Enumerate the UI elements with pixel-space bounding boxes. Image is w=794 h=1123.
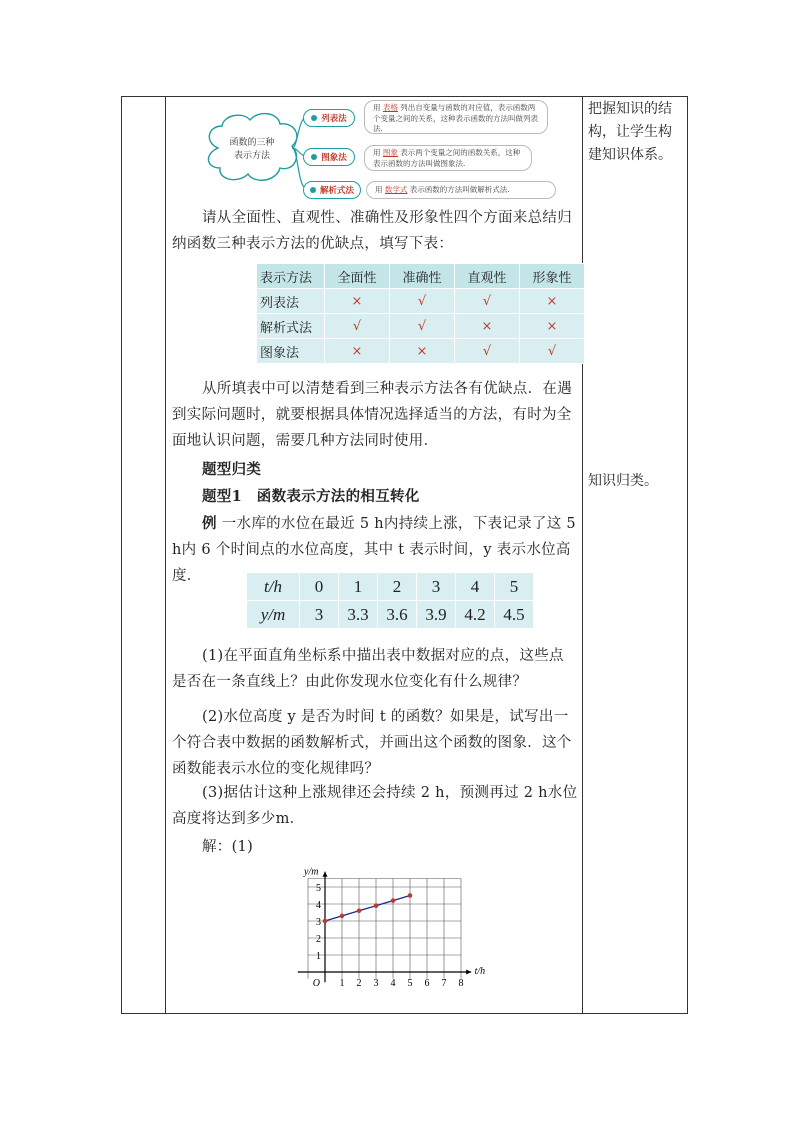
side-note-structure: 把握知识的结构，让学生构建知识体系。 bbox=[588, 101, 672, 163]
desc-text: 表示两个变量之间的函数关系，这种表示函数的方法叫做图象法. bbox=[373, 148, 521, 168]
mark-cell: √ bbox=[390, 289, 455, 314]
water-level-chart bbox=[280, 865, 495, 995]
branch-desc-list bbox=[364, 100, 548, 134]
desc-keyword: 数学式 bbox=[384, 185, 408, 194]
desc-text: 表示函数的方法叫做解析式法. bbox=[409, 185, 510, 194]
side-note-classify: 知识归类。 bbox=[588, 473, 658, 489]
y-tick-label: 5 bbox=[316, 883, 321, 894]
mark-cell: × bbox=[520, 314, 585, 339]
row-label: 图象法 bbox=[257, 339, 325, 364]
table-header-row bbox=[257, 264, 585, 289]
mark-cell: √ bbox=[325, 314, 390, 339]
example-label: 例 bbox=[202, 515, 217, 532]
table-cell: 3.3 bbox=[339, 601, 378, 629]
series-line bbox=[325, 896, 410, 922]
table-cell: 0 bbox=[300, 573, 339, 601]
column-divider-1 bbox=[165, 97, 166, 1013]
header-cell: 直观性 bbox=[455, 264, 520, 289]
question-2: (2)水位高度 y 是否为时间 t 的函数？如果是，试写出一个符合表中数据的函数解析式，并画出这个函数的图象．这个函数能表示水位的变化规律吗？ bbox=[172, 709, 572, 777]
x-axis-label: t/h bbox=[474, 966, 486, 977]
x-tick-label: 8 bbox=[458, 978, 464, 989]
intro-paragraph: 请从全面性、直观性、准确性及形象性四个方面来总结归纳函数三种表示方法的优缺点，填写下表： bbox=[172, 210, 572, 252]
desc-keyword: 图象 bbox=[382, 148, 398, 157]
branch-dot-icon bbox=[311, 115, 317, 121]
x-tick-label: 4 bbox=[390, 978, 396, 989]
data-point bbox=[357, 909, 362, 914]
table-row bbox=[257, 314, 585, 339]
branch-dot-icon bbox=[310, 187, 316, 193]
mark-cell: × bbox=[520, 289, 585, 314]
mindmap-center-line1: 函数的三种 bbox=[229, 138, 275, 148]
desc-prefix: 用 bbox=[373, 148, 381, 157]
table-cell: 3.6 bbox=[378, 601, 417, 629]
comparison-table bbox=[256, 263, 585, 364]
table-cell: 3 bbox=[417, 573, 456, 601]
data-point bbox=[340, 914, 345, 919]
answer-label: 解：(1) bbox=[202, 839, 254, 855]
row-head-t: t/h bbox=[247, 573, 300, 601]
y-axis-label: y/m bbox=[304, 866, 319, 878]
mark-cell: √ bbox=[455, 289, 520, 314]
table-cell: 4.5 bbox=[495, 601, 534, 629]
branch-pill-list bbox=[303, 109, 355, 127]
question-1: (1)在平面直角坐标系中描出表中数据对应的点，这些点是否在一条直线上？由此你发现水位变化有什么规律？ bbox=[172, 648, 564, 690]
x-tick-label: 2 bbox=[356, 978, 362, 989]
desc-prefix: 用 bbox=[375, 185, 383, 194]
row-label: 解析式法 bbox=[257, 314, 325, 339]
water-level-table bbox=[246, 572, 534, 629]
x-tick-label: 5 bbox=[407, 978, 413, 989]
table-cell: 3 bbox=[300, 601, 339, 629]
x-tick-label: 7 bbox=[441, 978, 447, 989]
type-title: 题型1 函数表示方法的相互转化 bbox=[202, 488, 420, 505]
table-cell: 3.9 bbox=[417, 601, 456, 629]
data-point bbox=[323, 919, 328, 924]
origin-label: O bbox=[312, 978, 320, 989]
y-axis-arrow-icon bbox=[323, 872, 328, 877]
desc-keyword: 表格 bbox=[382, 103, 398, 112]
table-row bbox=[247, 573, 534, 601]
branch-dot-icon bbox=[311, 154, 317, 160]
desc-prefix: 用 bbox=[373, 103, 381, 112]
mindmap-center-line2: 表示方法 bbox=[233, 151, 270, 161]
mark-cell: √ bbox=[390, 314, 455, 339]
branch-label: 列表法 bbox=[321, 114, 347, 124]
header-cell: 形象性 bbox=[520, 264, 585, 289]
table-cell: 1 bbox=[339, 573, 378, 601]
conclusion-paragraph: 从所填表中可以清楚看到三种表示方法各有优缺点．在遇到实际问题时，就要根据具体情况选择适当的方法，有时为全面地认识问题，需要几种方法同时使用． bbox=[172, 381, 572, 449]
y-tick-label: 3 bbox=[316, 917, 321, 928]
example-text: 一水库的水位在最近 5 h内持续上涨，下表记录了这 5 h内 6 个时间点的水位高度，其中 t 表示时间，y 表示水位高度． bbox=[172, 516, 576, 584]
x-tick-label: 1 bbox=[339, 978, 345, 989]
branch-desc-graph bbox=[364, 145, 532, 171]
table-cell: 4.2 bbox=[456, 601, 495, 629]
table-cell: 5 bbox=[495, 573, 534, 601]
header-cell: 全面性 bbox=[325, 264, 390, 289]
branch-label: 解析式法 bbox=[319, 186, 354, 196]
header-cell: 表示方法 bbox=[257, 264, 325, 289]
table-row bbox=[257, 289, 585, 314]
section-title: 题型归类 bbox=[202, 461, 262, 478]
x-tick-label: 3 bbox=[373, 978, 379, 989]
row-label: 列表法 bbox=[257, 289, 325, 314]
mark-cell: √ bbox=[520, 339, 585, 364]
y-tick-label: 2 bbox=[316, 934, 321, 945]
table-row bbox=[247, 601, 534, 629]
question-3: (3)据估计这种上涨规律还会持续 2 h，预测再过 2 h水位高度将达到多少m． bbox=[172, 785, 578, 827]
header-cell: 准确性 bbox=[390, 264, 455, 289]
branch-label: 图象法 bbox=[321, 153, 347, 163]
data-point bbox=[374, 903, 379, 908]
table-cell: 4 bbox=[456, 573, 495, 601]
desc-text: 列出自变量与函数的对应值，表示函数两个变量之间的关系，这种表示函数的方法叫做列表法. bbox=[373, 103, 538, 133]
mark-cell: × bbox=[325, 289, 390, 314]
branch-pill-formula bbox=[303, 181, 361, 199]
table-row bbox=[257, 339, 585, 364]
y-tick-label: 4 bbox=[316, 900, 321, 911]
mark-cell: × bbox=[325, 339, 390, 364]
data-point bbox=[408, 893, 413, 898]
y-tick-label: 1 bbox=[316, 951, 321, 962]
mark-cell: × bbox=[455, 314, 520, 339]
mark-cell: √ bbox=[455, 339, 520, 364]
column-divider-2 bbox=[582, 97, 583, 1013]
data-point bbox=[391, 898, 396, 903]
mark-cell: × bbox=[390, 339, 455, 364]
branch-pill-graph bbox=[303, 148, 355, 166]
row-head-y: y/m bbox=[247, 601, 300, 629]
branch-desc-formula bbox=[366, 181, 556, 199]
x-axis-arrow-icon bbox=[466, 970, 471, 975]
table-cell: 2 bbox=[378, 573, 417, 601]
x-tick-label: 6 bbox=[424, 978, 430, 989]
